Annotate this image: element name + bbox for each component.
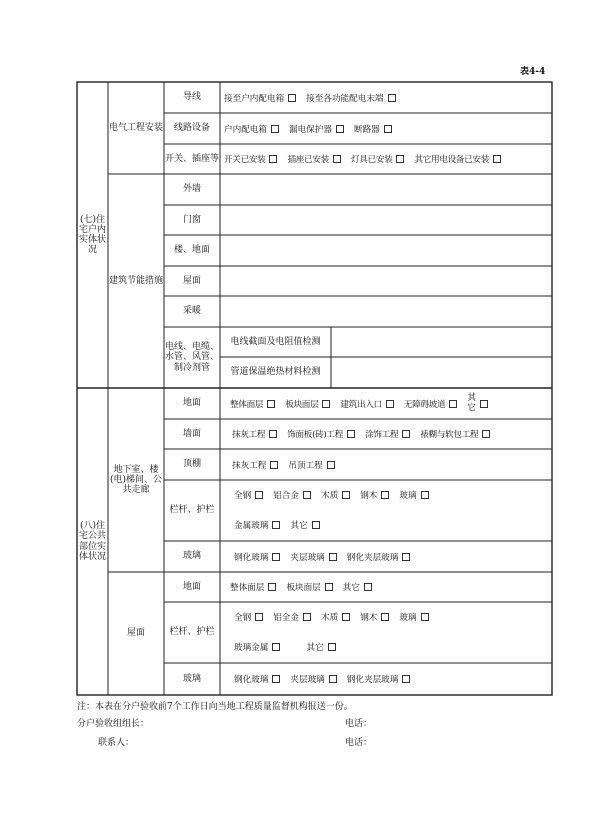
public-railing-option-4-checkbox[interactable] bbox=[381, 491, 389, 499]
line-device-options bbox=[224, 113, 402, 144]
public-floor-option-1: 整体面层 bbox=[230, 399, 264, 410]
public-ceiling-label: 顶棚 bbox=[182, 459, 201, 470]
roof-railing-options-line-1 bbox=[234, 604, 439, 630]
wire-resistance-test-label: 电线截面及电阻值检测 bbox=[230, 336, 321, 347]
roof-floor-option-1: 整体面层 bbox=[230, 583, 265, 593]
contact-person-label: 联系人： bbox=[98, 738, 135, 748]
public-floor-option-3-checkbox[interactable] bbox=[386, 400, 394, 408]
public-railing-option-1-checkbox[interactable] bbox=[255, 491, 263, 499]
public-ceiling-options bbox=[232, 449, 345, 480]
roof-floor-option-2-checkbox[interactable] bbox=[325, 583, 333, 591]
switch-socket-label: 开关、插座等 bbox=[165, 153, 220, 164]
public-glass-option-3: 钢化夹层玻璃 bbox=[346, 552, 399, 563]
public-wall-option-4-checkbox[interactable] bbox=[482, 430, 490, 438]
line-device-option-3: 断路器 bbox=[353, 124, 380, 135]
public-glass-label: 玻璃 bbox=[182, 551, 201, 562]
public-railing-label: 栏杆、护栏 bbox=[169, 505, 215, 516]
switch-option-3: 灯具已安装 bbox=[350, 155, 393, 165]
switch-socket-options bbox=[224, 144, 501, 174]
public-wall-option-2: 饰面板(砖)工程 bbox=[287, 430, 344, 440]
roof-railing-option-6-checkbox[interactable] bbox=[272, 643, 280, 651]
public-railing-option-2-checkbox[interactable] bbox=[303, 491, 311, 499]
roof-railing-option-3: 木质 bbox=[321, 613, 339, 623]
basement-group-label: 地下室、楼(电)梯间、公共走廊 bbox=[109, 464, 163, 496]
roof-railing-option-2-checkbox[interactable] bbox=[303, 613, 311, 621]
public-floor-option-other-checkbox[interactable] bbox=[480, 400, 488, 408]
public-floor-option-2: 板块面层 bbox=[285, 399, 319, 410]
public-railing-option-7-checkbox[interactable] bbox=[312, 521, 320, 529]
line-device-option-2: 漏电保护器 bbox=[288, 124, 332, 135]
public-railing-option-6-checkbox[interactable] bbox=[272, 521, 280, 529]
roof-floor-option-3: 其它 bbox=[342, 583, 360, 593]
public-ceiling-option-2-checkbox[interactable] bbox=[327, 461, 335, 469]
energy-row-exterior-wall: 外墙 bbox=[182, 184, 201, 195]
wire-option-1-checkbox[interactable] bbox=[288, 94, 296, 102]
roof-railing-option-1-checkbox[interactable] bbox=[255, 613, 263, 621]
public-glass-option-2-checkbox[interactable] bbox=[329, 553, 337, 561]
table-number: 表4-4 bbox=[520, 67, 546, 77]
public-floor-label: 地面 bbox=[182, 398, 201, 409]
public-floor-option-1-checkbox[interactable] bbox=[267, 400, 275, 408]
public-wall-option-1-checkbox[interactable] bbox=[269, 430, 277, 438]
public-railing-option-5-checkbox[interactable] bbox=[421, 491, 429, 499]
public-floor-option-4: 无障碍坡道 bbox=[403, 399, 446, 410]
public-glass-option-1-checkbox[interactable] bbox=[272, 553, 280, 561]
pipe-insulation-test-label: 管道保温绝热材料检测 bbox=[230, 367, 321, 378]
public-railing-option-3: 木质 bbox=[321, 491, 339, 501]
roof-railing-option-4-checkbox[interactable] bbox=[381, 613, 389, 621]
roof-railing-option-7: 其它 bbox=[306, 643, 324, 653]
roof-glass-options bbox=[234, 663, 420, 695]
roof-glass-option-2-checkbox[interactable] bbox=[329, 675, 337, 683]
switch-option-3-checkbox[interactable] bbox=[396, 155, 404, 163]
switch-option-2-checkbox[interactable] bbox=[333, 155, 341, 163]
line-device-option-3-checkbox[interactable] bbox=[384, 125, 392, 133]
roof-railing-option-4: 钢木 bbox=[360, 613, 378, 623]
energy-group-label: 建筑节能措施 bbox=[109, 275, 164, 286]
roof-railing-option-3-checkbox[interactable] bbox=[342, 613, 350, 621]
roof-glass-option-1-checkbox[interactable] bbox=[272, 675, 280, 683]
public-railing-options-line-2 bbox=[234, 512, 330, 538]
line-device-option-1: 户内配电箱 bbox=[224, 124, 267, 135]
public-railing-option-6: 金属玻璃 bbox=[234, 521, 269, 531]
roof-glass-label: 玻璃 bbox=[182, 673, 201, 684]
switch-option-4-checkbox[interactable] bbox=[493, 155, 501, 163]
public-wall-option-4: 裱糊与软包工程 bbox=[420, 430, 479, 440]
roof-floor-option-2: 板块面层 bbox=[286, 583, 321, 593]
section-8-title: (八)住宅公共部位实体状况 bbox=[78, 521, 106, 562]
energy-row-heating: 采暖 bbox=[182, 306, 201, 317]
public-glass-option-1: 钢化玻璃 bbox=[234, 552, 269, 563]
public-ceiling-option-1-checkbox[interactable] bbox=[270, 461, 278, 469]
public-railing-option-4: 钢木 bbox=[360, 491, 378, 501]
public-railing-option-1: 全钢 bbox=[234, 491, 252, 501]
energy-row-roof: 屋面 bbox=[182, 275, 201, 286]
roof-group-label: 屋面 bbox=[126, 628, 145, 639]
public-railing-options-line-1 bbox=[234, 482, 439, 508]
wire-label: 导线 bbox=[182, 92, 201, 103]
footnote: 注：本表在分户验收前7个工作日向当地工程质量监督机构报送一份。 bbox=[77, 702, 353, 712]
public-railing-option-7: 其它 bbox=[290, 521, 308, 531]
public-floor-option-other: 其它 bbox=[467, 393, 476, 413]
group-leader-label: 分户验收组组长： bbox=[77, 719, 150, 729]
public-wall-option-3: 涂饰工程 bbox=[365, 430, 399, 440]
wire-option-2-checkbox[interactable] bbox=[388, 94, 396, 102]
roof-glass-option-2: 夹层玻璃 bbox=[290, 675, 325, 685]
contact-phone-label: 电话： bbox=[345, 738, 373, 748]
wire-option-1: 接至户内配电箱 bbox=[224, 93, 285, 104]
roof-floor-option-3-checkbox[interactable] bbox=[364, 583, 372, 591]
line-device-option-1-checkbox[interactable] bbox=[271, 125, 279, 133]
wire-options bbox=[224, 82, 406, 113]
roof-railing-option-2: 铝全金 bbox=[273, 613, 299, 623]
line-device-option-2-checkbox[interactable] bbox=[336, 125, 344, 133]
roof-railing-option-7-checkbox[interactable] bbox=[328, 643, 336, 651]
section-7-title: (七)住宅户内实体状况 bbox=[78, 214, 106, 256]
wire-option-2: 接至各功能配电末端 bbox=[306, 93, 384, 104]
roof-railing-option-1: 全钢 bbox=[234, 613, 252, 623]
roof-glass-option-3: 钢化夹层玻璃 bbox=[346, 675, 399, 685]
public-wall-label: 墙面 bbox=[182, 428, 201, 439]
public-glass-option-2: 夹层玻璃 bbox=[290, 552, 325, 563]
public-ceiling-option-2: 吊顶工程 bbox=[288, 460, 323, 471]
public-railing-option-3-checkbox[interactable] bbox=[342, 491, 350, 499]
roof-glass-option-1: 钢化玻璃 bbox=[234, 675, 269, 685]
roof-floor-options bbox=[230, 572, 382, 602]
public-railing-option-2: 铝合金 bbox=[273, 491, 299, 501]
public-wall-option-3-checkbox[interactable] bbox=[402, 430, 410, 438]
switch-option-2: 插座已安装 bbox=[287, 155, 329, 165]
switch-option-4: 其它用电设备已安装 bbox=[414, 155, 490, 165]
public-floor-option-3: 建筑出入口 bbox=[340, 399, 382, 410]
roof-floor-label: 地面 bbox=[182, 581, 201, 592]
public-floor-option-2-checkbox[interactable] bbox=[322, 400, 330, 408]
public-glass-options bbox=[234, 541, 420, 572]
switch-option-1-checkbox[interactable] bbox=[269, 155, 277, 163]
electrical-group-label: 电气工程安装 bbox=[109, 122, 164, 133]
roof-railing-option-5-checkbox[interactable] bbox=[421, 613, 429, 621]
public-railing-option-5: 玻璃 bbox=[399, 491, 417, 501]
public-floor-option-4-checkbox[interactable] bbox=[449, 400, 457, 408]
public-glass-option-3-checkbox[interactable] bbox=[402, 553, 410, 561]
public-wall-option-2-checkbox[interactable] bbox=[347, 430, 355, 438]
leader-phone-label: 电话： bbox=[345, 719, 373, 729]
roof-railing-option-6: 玻璃金属 bbox=[234, 643, 269, 653]
energy-row-floor: 楼、地面 bbox=[173, 245, 210, 256]
public-floor-options bbox=[230, 388, 488, 419]
public-ceiling-option-1: 抹灰工程 bbox=[232, 460, 267, 471]
roof-railing-label: 栏杆、护栏 bbox=[169, 627, 215, 638]
roof-railing-options-line-2 bbox=[234, 634, 346, 660]
energy-pipes-label: 电线、电缆、水管、风管、制冷剂管 bbox=[165, 342, 220, 373]
line-device-label: 线路设备 bbox=[173, 123, 210, 134]
switch-option-1: 开关已安装 bbox=[224, 155, 266, 165]
energy-row-doors-windows: 门窗 bbox=[182, 214, 201, 225]
roof-glass-option-3-checkbox[interactable] bbox=[402, 675, 410, 683]
public-wall-options bbox=[232, 419, 490, 449]
public-wall-option-1: 抹灰工程 bbox=[232, 430, 266, 440]
roof-floor-option-1-checkbox[interactable] bbox=[268, 583, 276, 591]
roof-railing-option-5: 玻璃 bbox=[399, 613, 417, 623]
